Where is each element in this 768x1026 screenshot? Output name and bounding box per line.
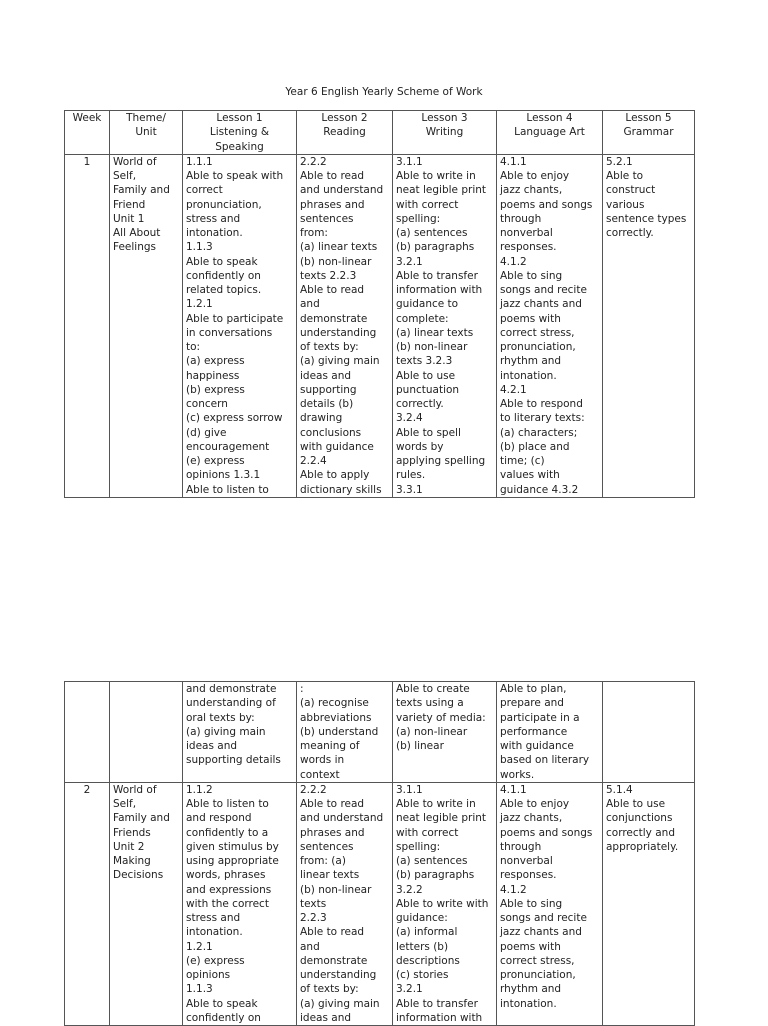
theme-cell: World of Self, Family and Friends Unit 2 Making Decisions [110,782,183,1025]
scheme-table-page-2 [64,681,695,1026]
table-row-week-2 [65,782,695,1025]
week-cell [65,682,110,783]
theme-cell: World of Self, Family and Friend Unit 1 All About Feelings [110,154,183,497]
header-theme-unit: Theme/ Unit [110,111,183,155]
lesson-4-cell: Able to plan, prepare and participate in a performance with guidance based on literary works. [497,682,603,783]
week-cell: 1 [65,154,110,497]
lesson-3-cell: Able to create texts using a variety of media: (a) non-linear (b) linear [393,682,497,783]
week-cell: 2 [65,782,110,1025]
lesson-2-cell: : (a) recognise abbreviations (b) understand meaning of words in context [297,682,393,783]
document-title: Year 6 English Yearly Scheme of Work [285,86,483,98]
table-row-week-1 [65,154,695,497]
theme-cell [110,682,183,783]
header-lesson-3: Lesson 3 Writing [393,111,497,155]
header-week: Week [65,111,110,155]
table-header-row [65,111,695,155]
lesson-2-cell: 2.2.2 Able to read and understand phrases and sentences from: (a) linear texts (b) non-linear texts 2.2.3 Able to read and demonstrate understanding of texts by: (a) giving main ideas and supporting details (b) drawing conclusions with guidance 2.2.4 Able to apply dictionary skills [297,154,393,497]
lesson-5-cell: 5.2.1 Able to construct various sentence types correctly. [603,154,695,497]
lesson-1-cell: and demonstrate understanding of oral texts by: (a) giving main ideas and supporting details [183,682,297,783]
header-lesson-2: Lesson 2 Reading [297,111,393,155]
lesson-4-cell: 4.1.1 Able to enjoy jazz chants, poems and songs through nonverbal responses. 4.1.2 Able to sing songs and recite jazz chants and poems with correct stress, pronunciation, rhythm and intonation. 4.2.1 Able to respond to literary texts: (a) characters; (b) place and time; (c) values with guidance 4.3.2 [497,154,603,497]
lesson-1-cell: 1.1.2 Able to listen to and respond confidently to a given stimulus by using appropriate words, phrases and expressions with the correct stress and intonation. 1.2.1 (e) express opinions 1.1.3 Able to speak confidently on [183,782,297,1025]
lesson-3-cell: 3.1.1 Able to write in neat legible print with correct spelling: (a) sentences (b) paragraphs 3.2.1 Able to transfer information with guidance to complete: (a) linear texts (b) non-linear texts 3.2.3 Able to use punctuation correctly. 3.2.4 Able to spell words by applying spelling rules. 3.3.1 [393,154,497,497]
header-lesson-4: Lesson 4 Language Art [497,111,603,155]
scheme-table-page-1 [64,110,695,498]
lesson-3-cell: 3.1.1 Able to write in neat legible print with correct spelling: (a) sentences (b) paragraphs 3.2.2 Able to write with guidance: (a) informal letters (b) descriptions (c) stories 3.2.1 Able to transfer information with [393,782,497,1025]
header-lesson-5: Lesson 5 Grammar [603,111,695,155]
lesson-5-cell: 5.1.4 Able to use conjunctions correctly and appropriately. [603,782,695,1025]
lesson-5-cell [603,682,695,783]
lesson-4-cell: 4.1.1 Able to enjoy jazz chants, poems and songs through nonverbal responses. 4.1.2 Able to sing songs and recite jazz chants and poems with correct stress, pronunciation, rhythm and intonation. [497,782,603,1025]
lesson-1-cell: 1.1.1 Able to speak with correct pronunciation, stress and intonation. 1.1.3 Able to speak confidently on related topics. 1.2.1 Able to participate in conversations to: (a) express happiness (b) express concern (c) express sorrow (d) give encouragement (e) express opinions 1.3.1 Able to listen to [183,154,297,497]
lesson-2-cell: 2.2.2 Able to read and understand phrases and sentences from: (a) linear texts (b) non-linear texts 2.2.3 Able to read and demonstrate understanding of texts by: (a) giving main ideas and [297,782,393,1025]
header-lesson-1: Lesson 1 Listening & Speaking [183,111,297,155]
table-row-week-1-continued [65,682,695,783]
